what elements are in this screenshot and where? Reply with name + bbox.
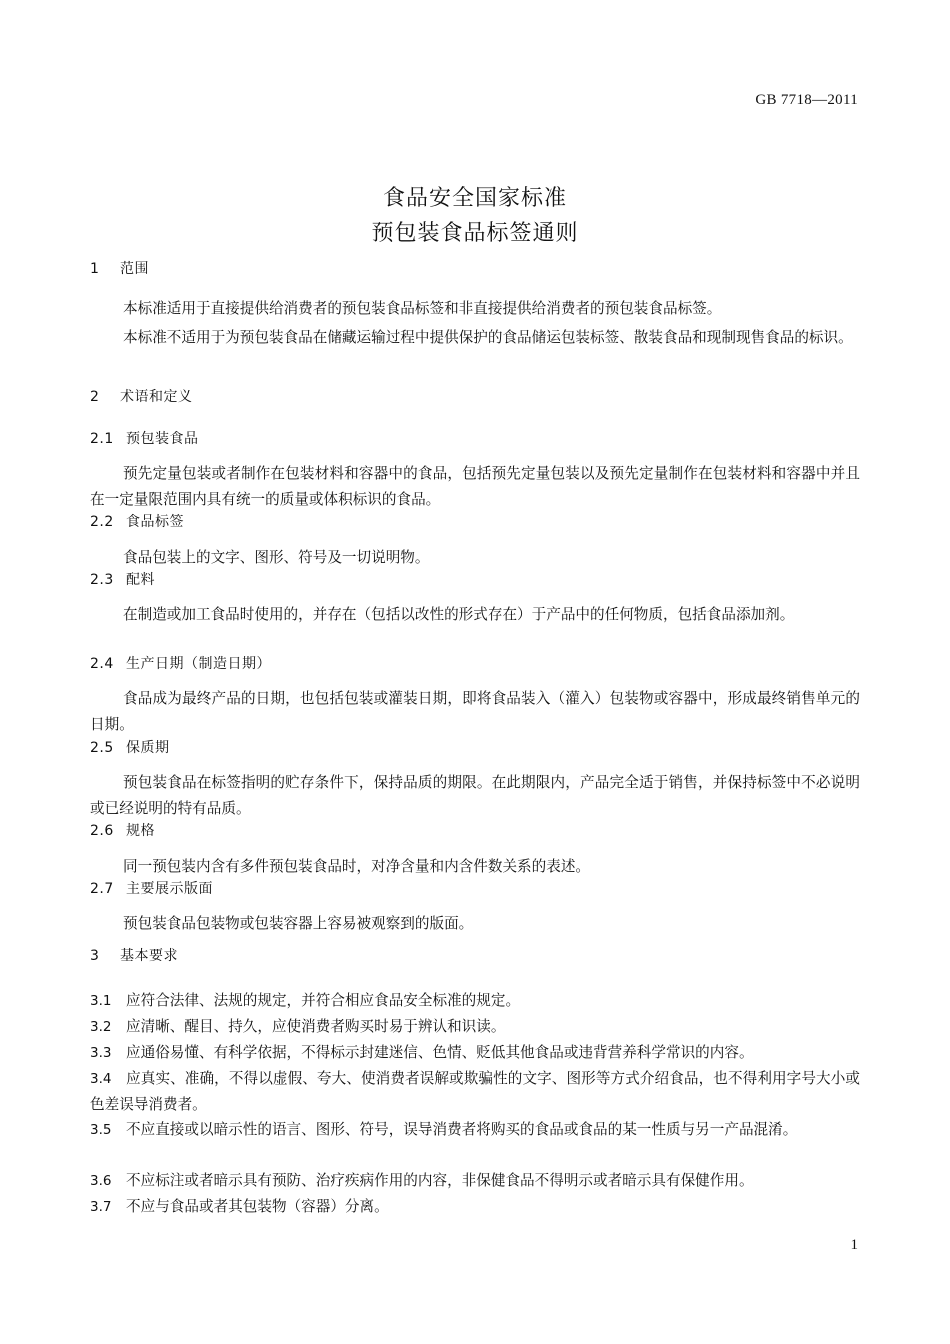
standard-code: GB 7718—2011 — [755, 92, 858, 108]
subsection-heading — [90, 737, 860, 759]
section-number: 3 — [90, 948, 100, 964]
requirement-item — [90, 1066, 860, 1118]
section-title: 术语和定义 — [120, 389, 193, 405]
requirement-number: 3.7 — [90, 1199, 112, 1215]
requirement-item — [90, 1168, 860, 1194]
section-title: 基本要求 — [120, 948, 178, 964]
subsection-heading — [90, 878, 860, 900]
definition-text: 预包装食品在标签指明的贮存条件下，保持品质的期限。在此期限内，产品完全适于销售，并保持标签中不必说明或已经说明的特有品质。 — [90, 774, 860, 817]
requirement-text: 应真实、准确，不得以虚假、夸大、使消费者误解或欺骗性的文字、图形等方式介绍食品，也不得利用字号大小或色差误导消费者。 — [90, 1070, 860, 1113]
definition-text: 预先定量包装或者制作在包装材料和容器中的食品，包括预先定量包装以及预先定量制作在包装材料和容器中并且在一定量限范围内具有统一的质量或体积标识的食品。 — [90, 465, 860, 508]
requirement-number: 3.4 — [90, 1071, 112, 1087]
subsection-number: 2.1 — [90, 431, 114, 447]
subsection-title: 生产日期（制造日期） — [126, 656, 271, 672]
subsection-heading — [90, 511, 860, 533]
subsection-heading — [90, 653, 860, 675]
subsection-title: 配料 — [126, 572, 155, 588]
subsection-number: 2.5 — [90, 740, 114, 756]
requirement-text: 不应直接或以暗示性的语言、图形、符号，误导消费者将购买的食品或食品的某一性质与另一产品混淆。 — [126, 1121, 798, 1138]
requirement-number: 3.6 — [90, 1173, 112, 1189]
subsection-number: 2.2 — [90, 514, 114, 530]
definition-text: 食品包装上的文字、图形、符号及一切说明物。 — [123, 549, 430, 566]
requirement-item — [90, 1040, 860, 1066]
paragraph: 本标准适用于直接提供给消费者的预包装食品标签和非直接提供给消费者的预包装食品标签。 — [123, 300, 722, 317]
subsection-number: 2.3 — [90, 572, 114, 588]
section-number: 1 — [90, 261, 100, 277]
subsection-title: 保质期 — [126, 740, 170, 756]
requirement-number: 3.2 — [90, 1019, 112, 1035]
requirement-item — [90, 1117, 860, 1143]
requirement-item — [90, 1014, 860, 1040]
definition-text: 在制造或加工食品时使用的，并存在（包括以改性的形式存在）于产品中的任何物质，包括食品添加剂。 — [123, 606, 795, 623]
requirement-item — [90, 1194, 860, 1220]
requirement-number: 3.1 — [90, 993, 112, 1009]
subsection-title: 预包装食品 — [126, 431, 199, 447]
section-heading-2 — [90, 386, 860, 408]
requirement-item — [90, 988, 860, 1014]
subsection-title: 主要展示版面 — [126, 881, 213, 897]
subsection-number: 2.6 — [90, 823, 114, 839]
subsection-heading — [90, 820, 860, 842]
paragraph: 本标准不适用于为预包装食品在储藏运输过程中提供保护的食品储运包装标签、散装食品和现制现售食品的标识。 — [123, 329, 853, 346]
subsection-title: 规格 — [126, 823, 155, 839]
document-subtitle: 预包装食品标签通则 — [371, 221, 579, 246]
definition-text: 食品成为最终产品的日期，也包括包装或灌装日期，即将食品装入（灌入）包装物或容器中，形成最终销售单元的日期。 — [90, 690, 860, 733]
requirement-text: 应通俗易懂、有科学依据，不得标示封建迷信、色情、贬低其他食品或违背营养科学常识的内容。 — [126, 1044, 754, 1061]
requirement-text: 应清晰、醒目、持久，应使消费者购买时易于辨认和识读。 — [126, 1018, 506, 1035]
requirement-number: 3.5 — [90, 1122, 112, 1138]
subsection-number: 2.4 — [90, 656, 114, 672]
document-title: 食品安全国家标准 — [382, 186, 567, 211]
section-heading-3 — [90, 945, 860, 967]
subsection-heading — [90, 428, 860, 450]
subsection-title: 食品标签 — [126, 514, 184, 530]
requirement-text: 不应标注或者暗示具有预防、治疗疾病作用的内容，非保健食品不得明示或者暗示具有保健作用。 — [126, 1172, 754, 1189]
section-number: 2 — [90, 389, 100, 405]
page-number: 1 — [850, 1237, 858, 1253]
definition-text: 同一预包装内含有多件预包装食品时，对净含量和内含件数关系的表述。 — [123, 858, 591, 875]
requirement-number: 3.3 — [90, 1045, 112, 1061]
requirement-text: 不应与食品或者其包装物（容器）分离。 — [126, 1198, 389, 1215]
section-heading-1 — [90, 258, 860, 280]
requirement-text: 应符合法律、法规的规定，并符合相应食品安全标准的规定。 — [126, 992, 521, 1009]
subsection-heading — [90, 569, 860, 591]
definition-text: 预包装食品包装物或包装容器上容易被观察到的版面。 — [123, 915, 474, 932]
subsection-number: 2.7 — [90, 881, 114, 897]
section-title: 范围 — [120, 261, 149, 277]
